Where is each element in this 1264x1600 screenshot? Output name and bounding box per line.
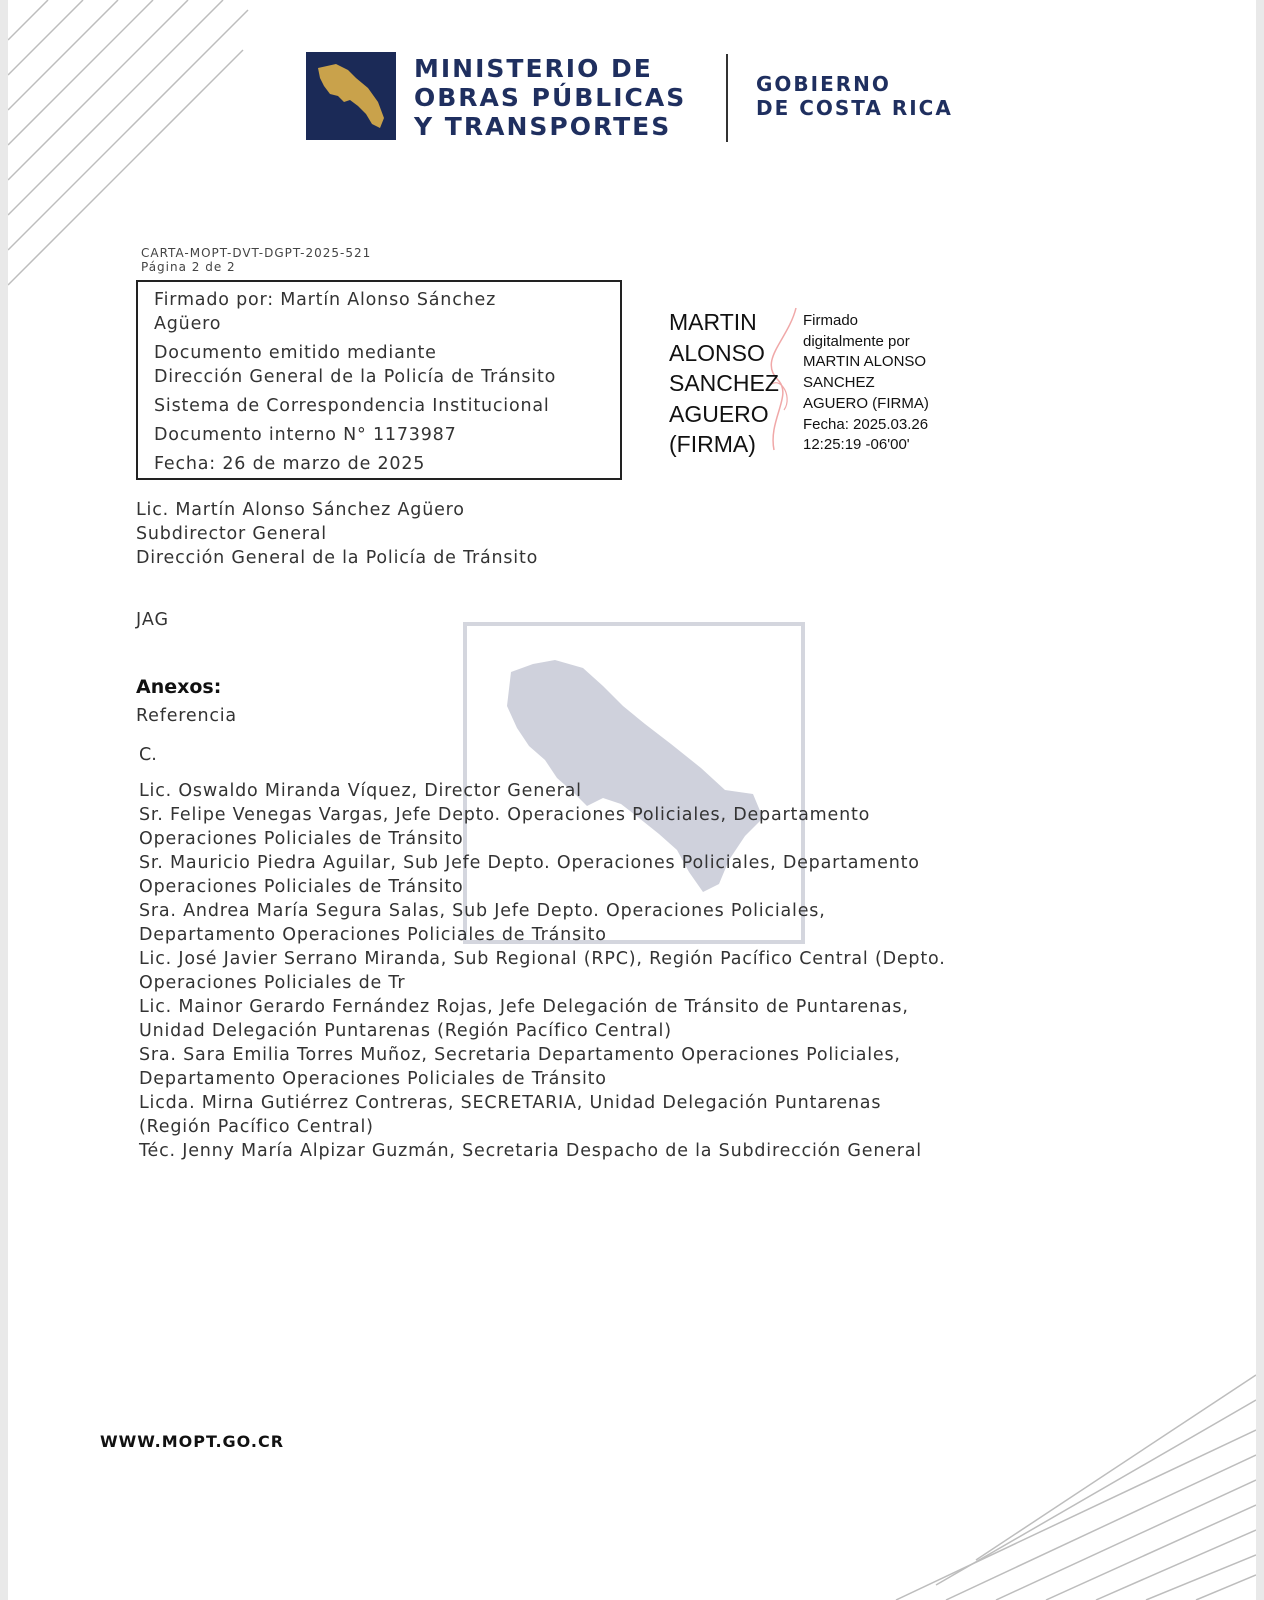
cc-recipient-line: Licda. Mirna Gutiérrez Contreras, SECRETARIA, Unidad Delegación Puntarenas: [139, 1093, 882, 1113]
cc-recipient-line: Operaciones Policiales de Tránsito: [139, 877, 464, 897]
digital-signature-detail-line: SANCHEZ: [803, 374, 875, 392]
cc-recipient-line: Operaciones Policiales de Tránsito: [139, 829, 464, 849]
digital-signature-detail-line: AGUERO (FIRMA): [803, 394, 929, 412]
document-reference: [141, 246, 371, 274]
cc-label: C.: [139, 745, 157, 765]
corner-lines-decoration-bottom-right: [876, 1360, 1256, 1600]
document-page: [8, 0, 1256, 1600]
reference-code: CARTA-MOPT-DVT-DGPT-2025-521: [141, 246, 372, 260]
digital-signature-detail-line: Fecha: 2025.03.26: [803, 415, 929, 433]
ministry-name: [414, 54, 686, 141]
ministry-logo: [306, 52, 396, 140]
digital-signature-name-line: ALONSO: [669, 339, 765, 366]
digital-signature-name: [669, 307, 779, 460]
digital-signature-detail-line: 12:25:19 -06'00': [803, 436, 910, 454]
annexes-title: Anexos:: [136, 676, 222, 698]
header-divider: [726, 54, 728, 142]
digital-signature-detail-line: digitalmente por: [803, 332, 910, 350]
signature-box-row: Documento emitido mediante: [154, 343, 437, 363]
cc-recipient-line: Lic. Mainor Gerardo Fernández Rojas, Jefe Delegación de Tránsito de Puntarenas,: [139, 997, 909, 1017]
digital-signature-detail-line: MARTIN ALONSO: [803, 353, 927, 371]
cc-recipient-line: Lic. Oswaldo Miranda Víquez, Director General: [139, 781, 582, 801]
cc-recipient-line: (Región Pacífico Central): [139, 1117, 374, 1137]
government-name: [756, 72, 953, 120]
digital-signature-name-line: SANCHEZ: [669, 370, 779, 396]
cc-recipient-line: Sra. Sara Emilia Torres Muñoz, Secretaria Departamento Operaciones Policiales,: [139, 1045, 901, 1065]
cc-recipient-line: Lic. José Javier Serrano Miranda, Sub Regional (RPC), Región Pacífico Central (Depto.: [139, 949, 946, 969]
digital-signature-details: [803, 311, 929, 456]
cc-recipient-line: Departamento Operaciones Policiales de Tránsito: [139, 925, 607, 945]
digital-signature-name-line: AGUERO: [669, 400, 769, 427]
cc-recipient-line: Departamento Operaciones Policiales de Tránsito: [139, 1069, 607, 1089]
signature-box-row: Firmado por: Martín Alonso Sánchez: [154, 290, 497, 310]
signer-line: Lic. Martín Alonso Sánchez Agüero: [136, 500, 465, 520]
government-line: DE COSTA RICA: [756, 96, 953, 120]
signature-box-row: Documento interno N° 1173987: [154, 425, 457, 445]
signature-box-row: Agüero: [154, 314, 222, 334]
cc-recipient-line: Unidad Delegación Puntarenas (Región Pacífico Central): [139, 1021, 672, 1041]
ministry-line: MINISTERIO DE: [414, 54, 653, 83]
initials: JAG: [136, 610, 170, 630]
signature-box-row: Sistema de Correspondencia Institucional: [154, 396, 550, 416]
signature-box-row: Fecha: 26 de marzo de 2025: [154, 454, 426, 474]
cc-recipient-line: Sra. Andrea María Segura Salas, Sub Jefe Depto. Operaciones Policiales,: [139, 901, 826, 921]
cc-recipient-list: [139, 779, 1059, 1163]
signer-block: [136, 498, 538, 570]
ministry-line: OBRAS PÚBLICAS: [414, 83, 687, 112]
page-number: Página 2 de 2: [141, 260, 236, 274]
annexes-item: Referencia: [136, 706, 237, 726]
cc-recipient-line: Téc. Jenny María Alpizar Guzmán, Secretaria Despacho de la Subdirección General: [139, 1141, 922, 1161]
costa-rica-map-icon: [306, 52, 396, 140]
signature-box-row: Dirección General de la Policía de Tránsito: [154, 367, 557, 387]
digital-signature-name-line: MARTIN: [669, 309, 757, 335]
website-link[interactable]: WWW.MOPT.GO.CR: [100, 1432, 285, 1451]
ministry-line: Y TRANSPORTES: [414, 112, 672, 141]
government-line: GOBIERNO: [756, 72, 891, 96]
cc-recipient-line: Operaciones Policiales de Tr: [139, 973, 406, 993]
digital-signature-name-line: (FIRMA): [669, 431, 756, 457]
signer-line: Subdirector General: [136, 524, 327, 544]
cc-recipient-line: Sr. Mauricio Piedra Aguilar, Sub Jefe Depto. Operaciones Policiales, Departamento: [139, 853, 920, 873]
digital-signature-detail-line: Firmado: [803, 312, 859, 329]
signer-line: Dirección General de la Policía de Tránsito: [136, 548, 539, 568]
signature-info-box: [136, 280, 622, 480]
cc-recipient-line: Sr. Felipe Venegas Vargas, Jefe Depto. Operaciones Policiales, Departamento: [139, 805, 871, 825]
